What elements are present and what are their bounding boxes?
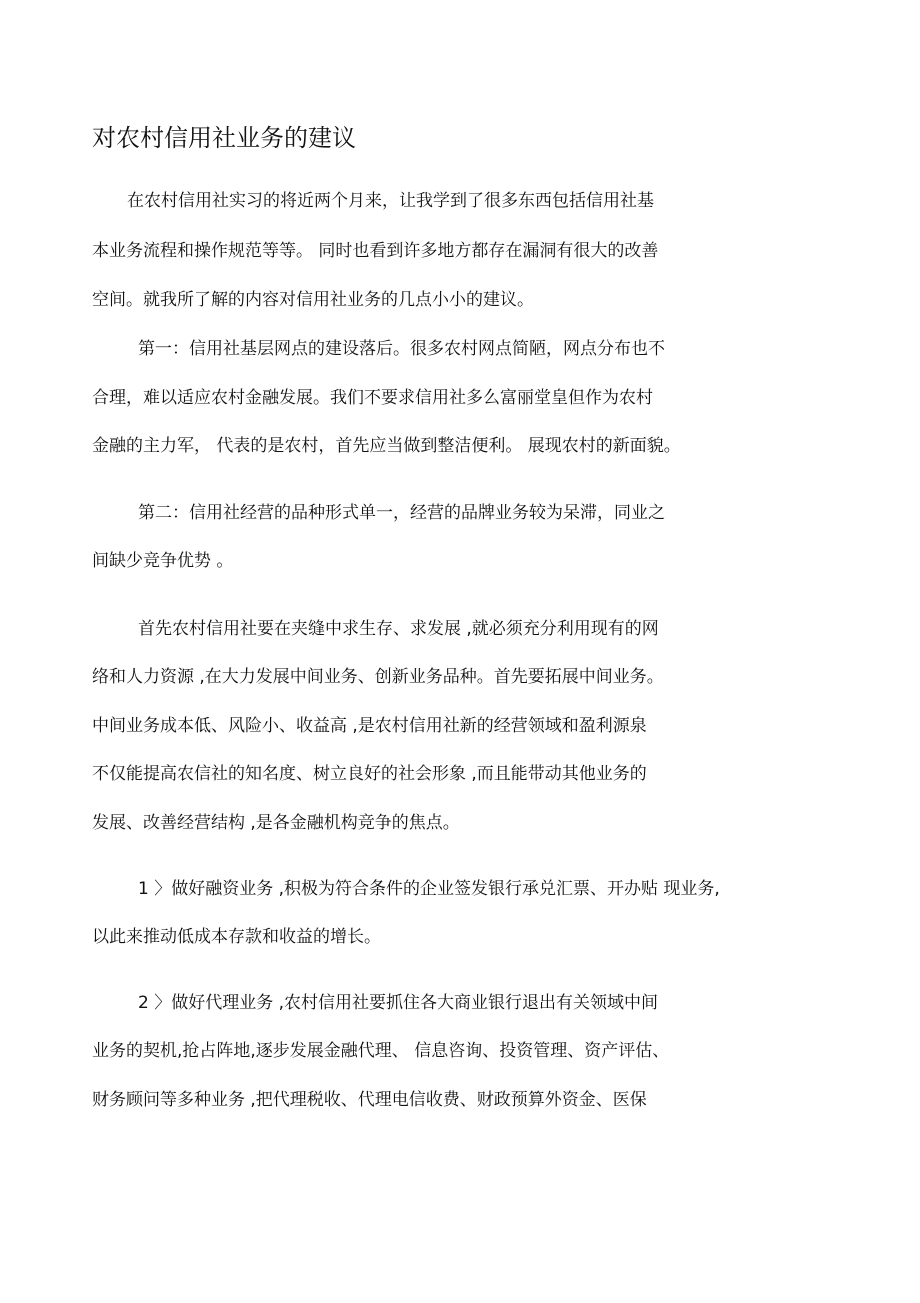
paragraph-line: 空间。就我所了解的内容对信用社业务的几点小小的建议。	[92, 290, 534, 310]
paragraph-line: 在农村信用社实习的将近两个月来，让我学到了很多东西包括信用社基	[127, 191, 654, 211]
paragraph-line: 财务顾问等多种业务 ,把代理税收、代理电信收费、财政预算外资金、医保	[92, 1090, 647, 1110]
paragraph-line: 络和人力资源 ,在大力发展中间业务、创新业务品种。首先要拓展中间业务。	[92, 667, 664, 687]
paragraph-line: 业务的契机,抢占阵地,逐步发展金融代理、 信息咨询、投资管理、资产评估、	[92, 1041, 670, 1061]
paragraph-line: 第二：信用社经营的品种形式单一，经营的品牌业务较为呆滞，同业之	[138, 503, 665, 523]
paragraph-line: 第一：信用社基层网点的建设落后。很多农村网点简陋，网点分布也不	[138, 339, 665, 359]
paragraph-line: 以此来推动低成本存款和收益的增长。	[92, 927, 381, 947]
paragraph-line: 本业务流程和操作规范等等。 同时也看到许多地方都存在漏洞有很大的改善	[92, 241, 659, 261]
paragraph-line: 中间业务成本低、风险小、收益高 ,是农村信用社新的经营领域和盈利源泉	[92, 716, 647, 736]
paragraph-line: 不仅能提高农信社的知名度、树立良好的社会形象 ,而且能带动其他业务的	[92, 764, 647, 784]
paragraph-line: 金融的主力军， 代表的是农村，首先应当做到整洁便利。 展现农村的新面貌。	[92, 436, 681, 456]
paragraph-line: 发展、改善经营结构 ,是各金融机构竞争的焦点。	[92, 813, 460, 833]
document-title: 对农村信用社业务的建议	[92, 124, 356, 152]
paragraph-line: 首先农村信用社要在夹缝中求生存、求发展 ,就必须充分利用现有的网	[138, 619, 659, 639]
paragraph-line: 2 〉做好代理业务 ,农村信用社要抓住各大商业银行退出有关领域中间	[138, 993, 659, 1013]
paragraph-line: 合理，难以适应农村金融发展。我们不要求信用社多么富丽堂皇但作为农村	[92, 388, 653, 408]
paragraph-line: 间缺少竞争优势 。	[92, 551, 234, 571]
paragraph-line: 1 〉做好融资业务 ,积极为符合条件的企业签发银行承兑汇票、开办贴 现业务,	[138, 879, 720, 899]
